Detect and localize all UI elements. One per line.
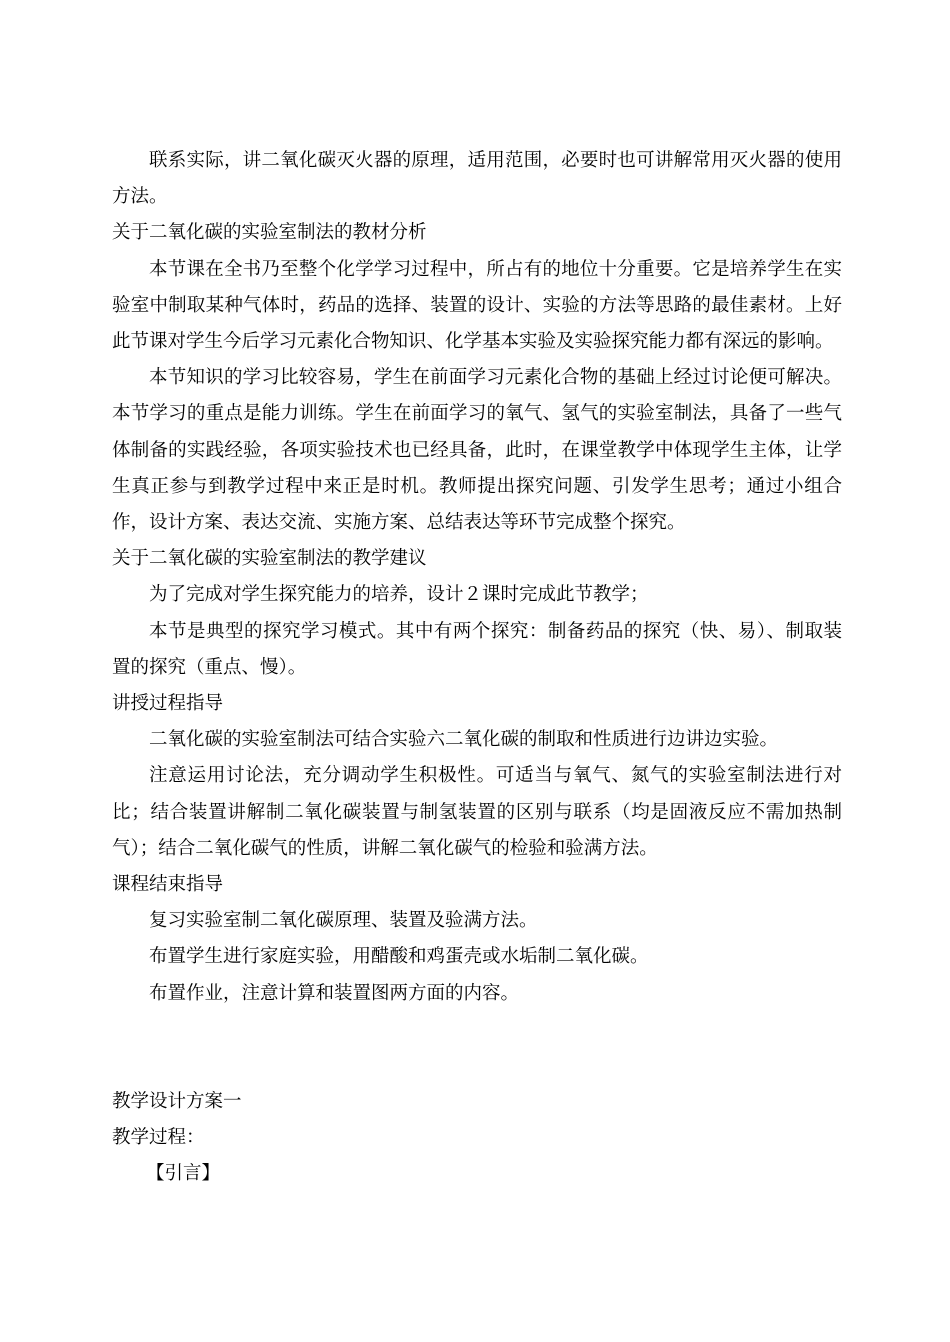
paragraph: 本节知识的学习比较容易，学生在前面学习元素化合物的基础上经过讨论便可解决。本节学习的重点是能力训练。学生在前面学习的氧气、氢气的实验室制法，具备了一些气体制备的实践经验，各项实验技术也已经具备，此时，在课堂教学中体现学生主体，让学生真正参与到教学过程中来正是时机。教师提出探究问题、引发学生思考；通过小组合作，设计方案、表达交流、实施方案、总结表达等环节完成整个探究。: [112, 367, 842, 534]
document-body: [112, 143, 842, 1192]
paragraph: 为了完成对学生探究能力的培养，设计２课时完成此节教学；: [149, 584, 649, 606]
paragraph: 注意运用讨论法，充分调动学生积极性。可适当与氧气、氮气的实验室制法进行对比；结合装置讲解制二氧化碳装置与制氢装置的区别与联系（均是固液反应不需加热制气）；结合二氧化碳气的性质，讲解二氧化碳气的检验和验满方法。: [112, 765, 842, 859]
paragraph: 布置作业，注意计算和装置图两方面的内容。: [149, 982, 520, 1004]
blank-space: [112, 1012, 842, 1084]
paragraph: 二氧化碳的实验室制法可结合实验六二氧化碳的制取和性质进行边讲边实验。: [149, 729, 779, 751]
paragraph: 本节课在全书乃至整个化学学习过程中，所占有的地位十分重要。它是培养学生在实验室中制取某种气体时，药品的选择、装置的设计、实验的方法等思路的最佳素材。上好此节课对学生今后学习元素化合物知识、化学基本实验及实验探究能力都有深远的影响。: [112, 258, 842, 353]
section-heading: 关于二氧化碳的实验室制法的教学建议: [112, 548, 427, 570]
section-heading: 讲授过程指导: [112, 693, 224, 715]
section-heading: 关于二氧化碳的实验室制法的教材分析: [112, 222, 427, 244]
paragraph: 复习实验室制二氧化碳原理、装置及验满方法。: [149, 910, 538, 932]
paragraph: 联系实际，讲二氧化碳灭火器的原理，适用范围，必要时也可讲解常用灭火器的使用方法。: [112, 150, 842, 208]
process-label: 教学过程：: [112, 1127, 205, 1149]
paragraph: 本节是典型的探究学习模式。其中有两个探究：制备药品的探究（快、易）、制取装置的探究（重点、慢）。: [112, 620, 842, 678]
design-title: 教学设计方案一: [112, 1090, 242, 1112]
paragraph: 布置学生进行家庭实验，用醋酸和鸡蛋壳或水垢制二氧化碳。: [149, 946, 649, 968]
intro-bracket: 【引言】: [146, 1163, 221, 1185]
section-heading: 课程结束指导: [112, 874, 224, 896]
